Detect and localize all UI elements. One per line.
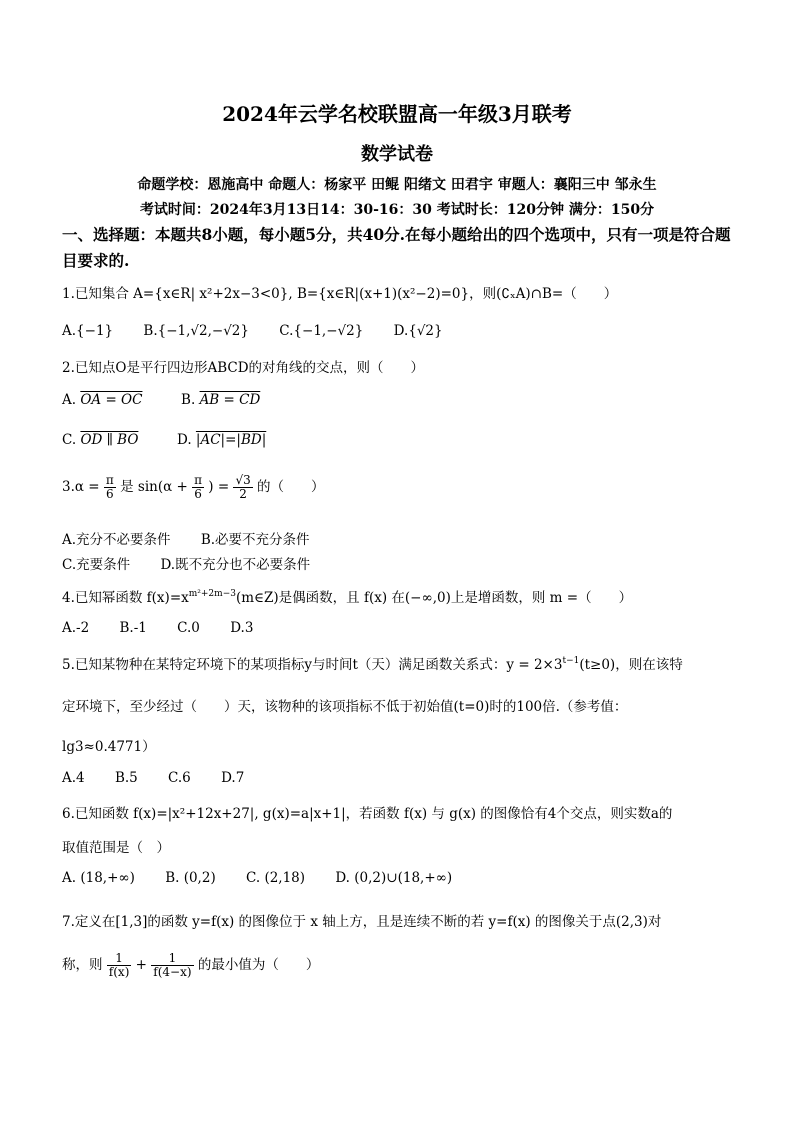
q3-stem-post: 的（ ） [257,479,325,495]
q4-stem-post: (m∈Z)是偶函数，且 f(x) 在(−∞,0)上是增函数，则 m =（ ） [235,590,633,606]
q5-options [62,770,270,786]
q5-line3: lg3≈0.4771） [62,739,156,755]
exam-authors: 命题学校：恩施高中 命题人：杨家平 田鲲 阳绪文 田君宇 审题人：襄阳三中 邹永生 [137,177,657,193]
q2-stem: 2.已知点O是平行四边形ABCD的对角线的交点，则（ ） [62,360,425,376]
q3-stem-pre: 3.α = [62,479,100,495]
q4-stem-pre: 4.已知幂函数 f(x)=x [62,590,189,606]
q1-option-a: A.{−1} [62,323,114,339]
q3-option-d: D.既不充分也不必要条件 [160,557,311,573]
q5-line1-post: (t≥0)，则在该特 [579,657,683,673]
q5-option-d: D.7 [221,770,245,786]
q3-stem [62,474,325,501]
q7-frac-1-num: 1 [107,952,132,966]
q2-options-row2 [62,432,266,448]
q2-option-c-expr: OD ∥ BO [80,432,139,448]
q3-options-row1 [62,528,336,548]
q3-option-a: A.充分不必要条件 [62,532,171,548]
q2-option-b-expr: AB = CD [199,392,261,408]
q2-options-row1 [62,392,260,408]
q5-line2: 定环境下，至少经过（ ）天，该物种的该项指标不低于初始值(t=0)时的100倍.（参考值： [62,699,628,715]
q7-frac-2-num: 1 [151,952,193,966]
section-heading: 一、选择题：本题共8小题，每小题5分，共40分.在每小题给出的四个选项中，只有一项是符合题目要求的. [62,225,731,270]
q7-line1: 7.定义在[1,3]的函数 y=f(x) 的图像位于 x 轴上方，且是连续不断的若 y=f(x) 的图像关于点(2,3)对 [62,914,662,930]
q3-stem-mid: 是 sin(α + [120,479,188,495]
q7-frac-1-den: f(x) [108,965,130,979]
q6-line1: 6.已知函数 f(x)=|x²+12x+27|, g(x)=a|x+1|，若函数 f(x) 与 g(x) 的图像恰有4个交点，则实数a的 [62,806,673,822]
q1-options [62,323,469,339]
q7-plus: + [135,957,147,973]
q1-option-d: D.{√2} [393,323,443,339]
q2-option-a-expr: OA = OC [80,392,143,408]
q2-option-c-label: C. [62,432,77,448]
q4-option-c: C.0 [177,620,200,636]
q7-line2 [62,952,319,979]
q3-options-row2 [62,553,336,573]
q7-frac-1 [107,952,132,979]
exam-time-info: 考试时间：2024年3月13日14：30-16：30 考试时长：120分钟 满分：150分 [139,202,655,218]
q2-option-d-label: D. [176,432,192,448]
q3-frac-1-num: π [105,473,114,487]
q3-frac-2-num: π [194,473,202,487]
q4-option-a: A.-2 [62,620,90,636]
exam-subtitle: 数学试卷 [361,144,433,165]
q7-frac-2-den: f(4−x) [153,965,192,979]
q1-stem: 1.已知集合 A={x∈R| x²+2x−3<0}, B={x∈R|(x+1)(x²−2)=0}，则(∁ₓA)∩B=（ ） [62,286,618,302]
q7-line2-pre: 称，则 [62,957,103,973]
q6-line2: 取值范围是（ ） [62,840,170,856]
q6-option-a: A. (18,+∞) [62,870,135,886]
q3-frac-1-den: 6 [106,487,114,501]
q7-line2-post: 的最小值为（ ） [197,957,320,973]
q5-option-c: C.6 [168,770,191,786]
q2-option-d-expr: |AC|=|BD| [195,432,267,448]
q7-frac-2 [151,952,193,979]
q3-frac-3-den: 2 [239,487,247,501]
q2-option-b-label: B. [181,392,196,408]
q1-option-b: B.{−1,√2,−√2} [143,323,249,339]
q3-frac-2-den: 6 [194,487,202,501]
q3-option-b: B.必要不充分条件 [200,532,310,548]
q3-option-c: C.充要条件 [62,557,131,573]
q6-option-d: D. (0,2)∪(18,+∞) [335,870,453,886]
q5-option-a: A.4 [62,770,85,786]
q4-option-d: D.3 [230,620,254,636]
q5-exponent: t−1 [562,656,580,666]
q1-option-c: C.{−1,−√2} [279,323,364,339]
q3-frac-1 [104,474,116,501]
q3-stem-mid2: ) = [208,479,230,495]
q3-frac-3-num: √3 [235,473,251,487]
q2-option-a-label: A. [62,392,77,408]
q6-option-c: C. (2,18) [246,870,306,886]
q5-option-b: B.5 [114,770,138,786]
q4-stem [62,586,632,606]
q4-options [62,620,279,636]
q4-exponent: m²+2m−3 [188,589,236,599]
q4-option-b: B.-1 [119,620,147,636]
q6-options [62,870,478,886]
q5-line1 [62,653,683,673]
q3-frac-3 [233,474,252,501]
q3-frac-2 [192,474,204,501]
exam-title: 2024年云学名校联盟高一年级3月联考 [222,102,572,126]
q5-line1-pre: 5.已知某物种在某特定环境下的某项指标y与时间t（天）满足函数关系式：y = 2×3 [62,657,563,673]
q6-option-b: B. (0,2) [165,870,216,886]
